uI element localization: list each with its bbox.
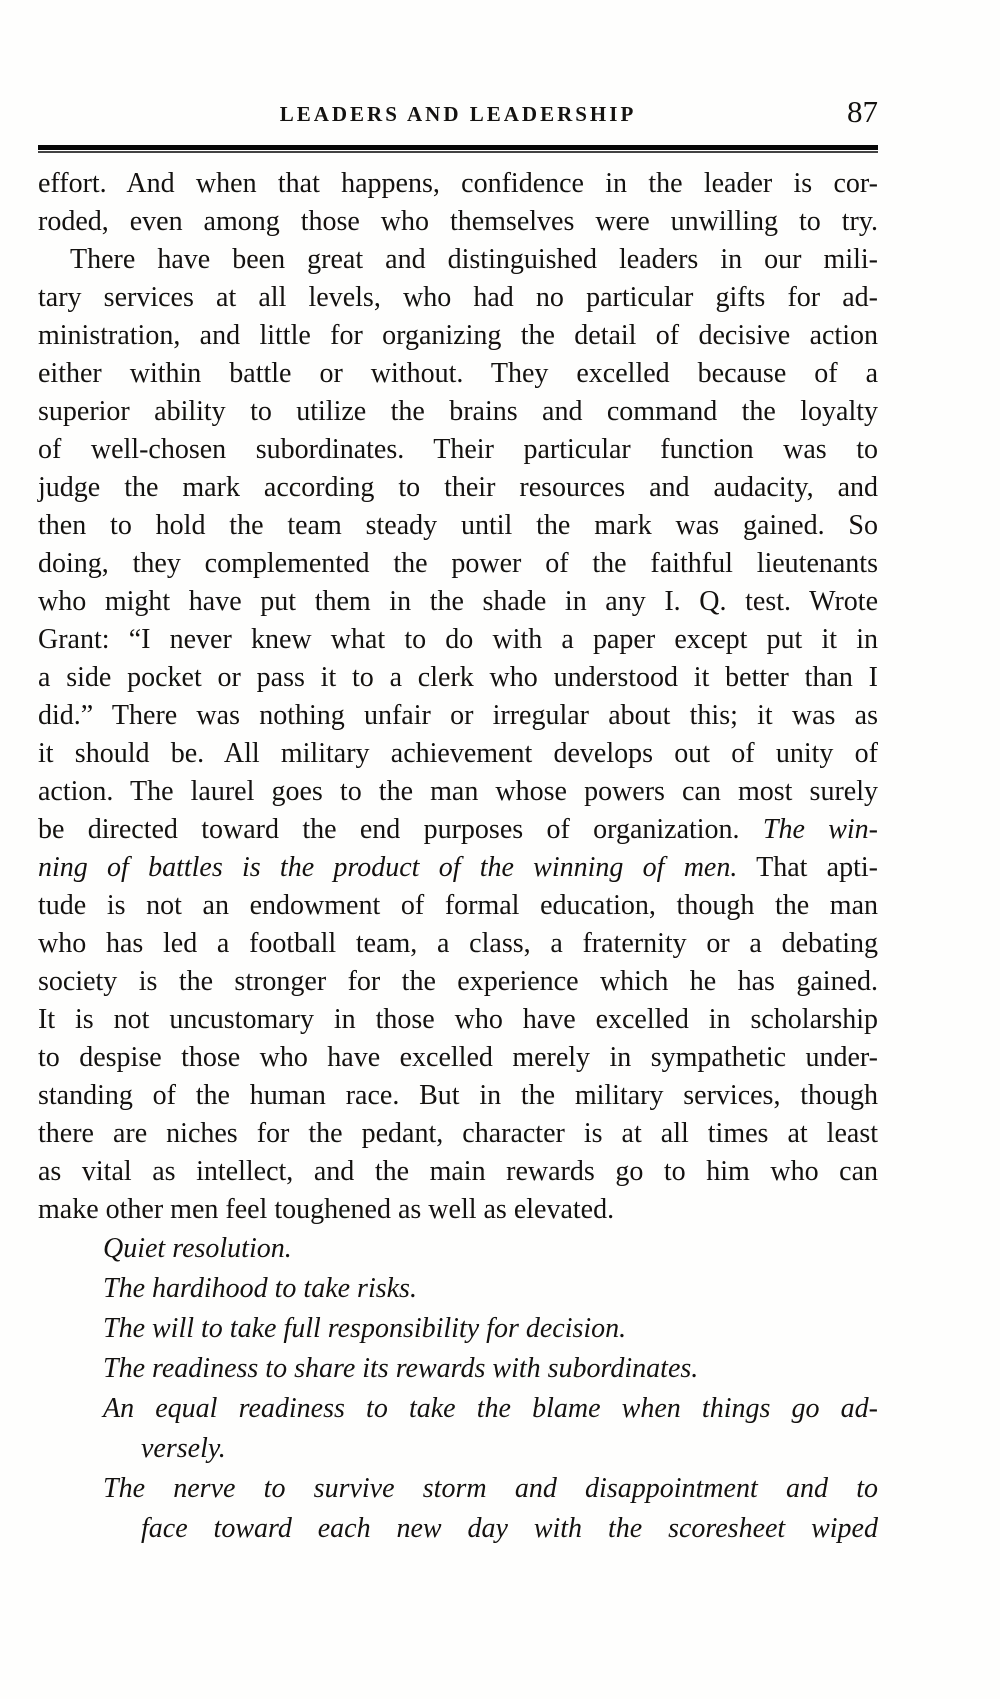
running-header-title: LEADERS AND LEADERSHIP xyxy=(279,102,637,126)
text-segment: An equal readiness to take the blame when things go ad- xyxy=(103,1393,878,1424)
text-line xyxy=(38,355,878,393)
text-line xyxy=(38,659,878,697)
text-segment: effort. And when that happens, confidence in the leader is cor- xyxy=(38,168,878,199)
text-segment: of well-chosen subordinates. Their particular function was to xyxy=(38,434,878,465)
text-segment: ministration, and little for organizing the detail of decisive action xyxy=(38,320,878,351)
text-segment: tude is not an endowment of formal education, though the man xyxy=(38,890,878,921)
text-segment: there are niches for the pedant, character is at all times at least xyxy=(38,1118,878,1149)
text-segment: judge the mark according to their resources and audacity, and xyxy=(38,472,878,503)
text-line xyxy=(38,545,878,583)
text-segment: who has led a football team, a class, a fraternity or a debating xyxy=(38,928,878,959)
text-segment: Grant: “I never knew what to do with a paper except put it in xyxy=(38,624,878,655)
text-line xyxy=(38,317,878,355)
text-segment: superior ability to utilize the brains and command the loyalty xyxy=(38,396,878,427)
text-segment: The hardihood to take risks. xyxy=(103,1273,417,1304)
text-line xyxy=(38,393,878,431)
text-segment: then to hold the team steady until the mark was gained. So xyxy=(38,510,878,541)
text-segment: The will to take full responsibility for decision. xyxy=(103,1313,627,1344)
text-segment: it should be. All military achievement develops out of unity of xyxy=(38,738,878,769)
text-line xyxy=(38,773,878,811)
page-number: 87 xyxy=(847,94,878,129)
text-segment: tary services at all levels, who had no particular gifts for ad- xyxy=(38,282,878,313)
text-line xyxy=(38,811,878,849)
text-line xyxy=(38,203,878,241)
text-segment: roded, even among those who themselves were unwilling to try. xyxy=(38,206,878,237)
text-segment: There have been great and distinguished leaders in our mili- xyxy=(70,244,878,275)
text-segment: The readiness to share its rewards with subordinates. xyxy=(103,1353,699,1384)
text-line xyxy=(38,697,878,735)
text-line xyxy=(38,1229,878,1269)
running-header xyxy=(38,96,878,132)
text-line xyxy=(38,1309,878,1349)
text-line xyxy=(38,431,878,469)
text-segment: The win- xyxy=(762,814,878,845)
text-line xyxy=(38,621,878,659)
text-line xyxy=(38,507,878,545)
text-line xyxy=(38,849,878,887)
text-segment: make other men feel toughened as well as elevated. xyxy=(38,1194,615,1225)
text-line xyxy=(38,1469,878,1509)
text-segment: as vital as intellect, and the main rewards go to him who can xyxy=(38,1156,878,1187)
text-segment: to despise those who have excelled merely in sympathetic under- xyxy=(38,1042,878,1073)
text-segment: either within battle or without. They excelled because of a xyxy=(38,358,878,389)
text-line xyxy=(38,165,878,203)
text-segment: doing, they complemented the power of the faithful lieutenants xyxy=(38,548,878,579)
text-segment: The nerve to survive storm and disappointment and to xyxy=(103,1473,878,1504)
text-line xyxy=(38,469,878,507)
text-segment: versely. xyxy=(141,1433,226,1464)
header-rule-thick xyxy=(38,145,878,150)
text-line xyxy=(38,241,878,279)
text-line xyxy=(38,1115,878,1153)
text-line xyxy=(38,1191,878,1229)
text-segment: ning of battles is the product of the winning of men. xyxy=(38,852,738,883)
text-segment: standing of the human race. But in the military services, though xyxy=(38,1080,878,1111)
text-segment: be directed toward the end purposes of organization. xyxy=(38,814,763,845)
text-line xyxy=(38,1349,878,1389)
text-line xyxy=(38,1389,878,1429)
text-line xyxy=(38,735,878,773)
text-line xyxy=(38,1509,878,1549)
text-line xyxy=(38,1039,878,1077)
header-rule xyxy=(38,145,878,153)
text-line xyxy=(38,887,878,925)
text-line xyxy=(38,279,878,317)
text-segment: face toward each new day with the scoresheet wiped xyxy=(141,1513,878,1544)
text-segment: society is the stronger for the experience which he has gained. xyxy=(38,966,878,997)
text-segment: a side pocket or pass it to a clerk who understood it better than I xyxy=(38,662,878,693)
text-line xyxy=(38,963,878,1001)
text-segment: who might have put them in the shade in any I. Q. test. Wrote xyxy=(38,586,878,617)
text-line xyxy=(38,1077,878,1115)
text-block xyxy=(38,165,878,1549)
text-segment: action. The laurel goes to the man whose powers can most surely xyxy=(38,776,878,807)
text-line xyxy=(38,925,878,963)
text-segment: Quiet resolution. xyxy=(103,1233,292,1264)
header-rule-thin xyxy=(38,151,878,153)
text-segment: It is not uncustomary in those who have excelled in scholarship xyxy=(38,1004,878,1035)
text-line xyxy=(38,1153,878,1191)
text-segment: That apti- xyxy=(737,852,878,883)
text-line xyxy=(38,1269,878,1309)
text-segment: did.” There was nothing unfair or irregular about this; it was as xyxy=(38,700,878,731)
text-line xyxy=(38,1001,878,1039)
text-line xyxy=(38,583,878,621)
text-line xyxy=(38,1429,878,1469)
